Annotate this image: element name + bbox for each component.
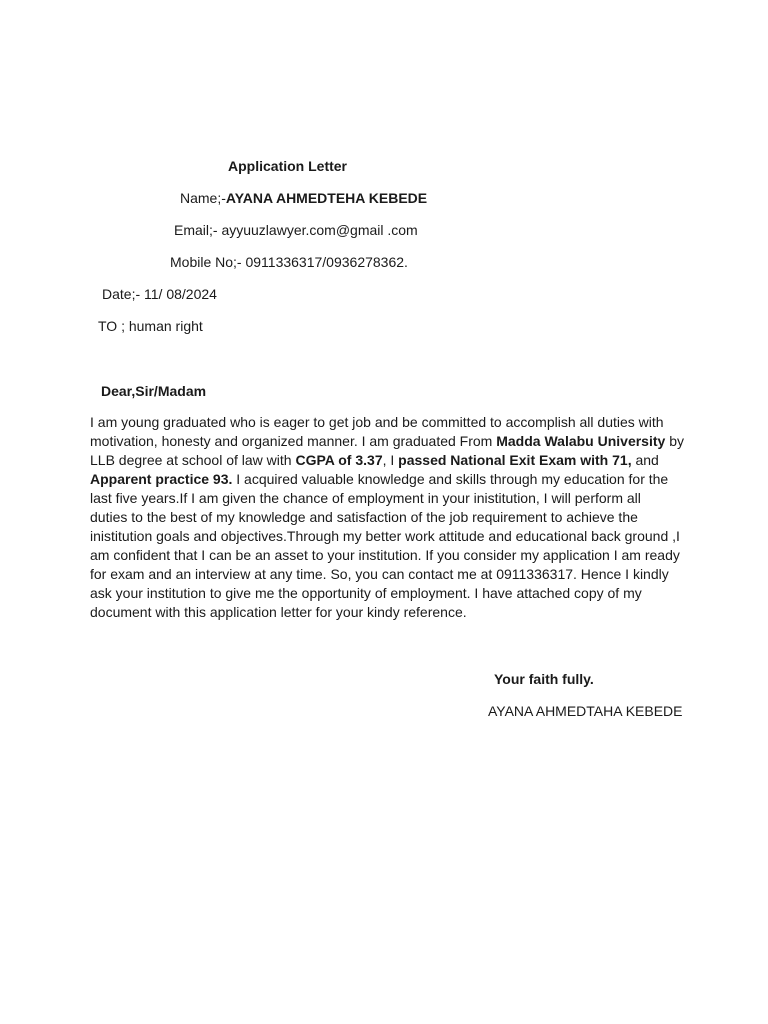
salutation: Dear,Sir/Madam xyxy=(101,383,207,399)
body-line: am confident that I can be an asset to your institution. If you consider my application I am ready xyxy=(90,547,680,563)
body-line: inistitution goals and objectives.Through my better work attitude and educational back ground ,I xyxy=(90,528,680,544)
applicant-name-line xyxy=(180,189,427,207)
body-line: last five years.If I am given the chance of employment in your inistitution, I will perform all xyxy=(90,490,641,506)
recipient-line: TO ; human right xyxy=(98,318,203,334)
body-text: I acquired valuable knowledge and skills through my education for the xyxy=(232,471,669,487)
body-line xyxy=(90,470,690,489)
exit-exam-text: passed National Exit Exam with 71, xyxy=(398,452,632,468)
applicant-name: AYANA AHMEDTEHA KEBEDE xyxy=(225,190,428,206)
body-line: I am young graduated who is eager to get job and be committed to accomplish all duties with xyxy=(90,414,664,430)
body-line: ask your institution to give me the opportunity of employment. I have attached copy of my xyxy=(90,585,642,601)
body-line xyxy=(90,432,690,451)
letter-title: Application Letter xyxy=(228,158,348,174)
mobile-line: Mobile No;- 0911336317/0936278362. xyxy=(170,254,408,270)
body-text: by xyxy=(665,433,684,449)
body-text: LLB degree at school of law with xyxy=(90,452,296,468)
signature-name: AYANA AHMEDTAHA KEBEDE xyxy=(488,703,683,719)
date-line: Date;- 11/ 08/2024 xyxy=(102,286,217,302)
body-line xyxy=(90,451,690,470)
body-text: and xyxy=(631,452,659,468)
name-label: Name;- xyxy=(180,190,226,206)
email-line: Email;- ayyuuzlawyer.com@gmail .com xyxy=(174,222,418,238)
closing: Your faith fully. xyxy=(494,671,594,687)
body-line: for exam and an interview at any time. So, you can contact me at 0911336317. Hence I kindly xyxy=(90,566,669,582)
university-name: Madda Walabu University xyxy=(496,433,666,449)
body-text: motivation, honesty and organized manner. I am graduated From xyxy=(90,433,497,449)
cgpa-text: CGPA of 3.37 xyxy=(295,452,383,468)
body-line: duties to the best of my knowledge and satisfaction of the job requirement to achieve the xyxy=(90,509,638,525)
apparent-practice-text: Apparent practice 93. xyxy=(90,471,233,487)
letter-body xyxy=(90,413,690,622)
body-line: document with this application letter for your kindy reference. xyxy=(90,604,467,620)
body-text: , I xyxy=(382,452,399,468)
